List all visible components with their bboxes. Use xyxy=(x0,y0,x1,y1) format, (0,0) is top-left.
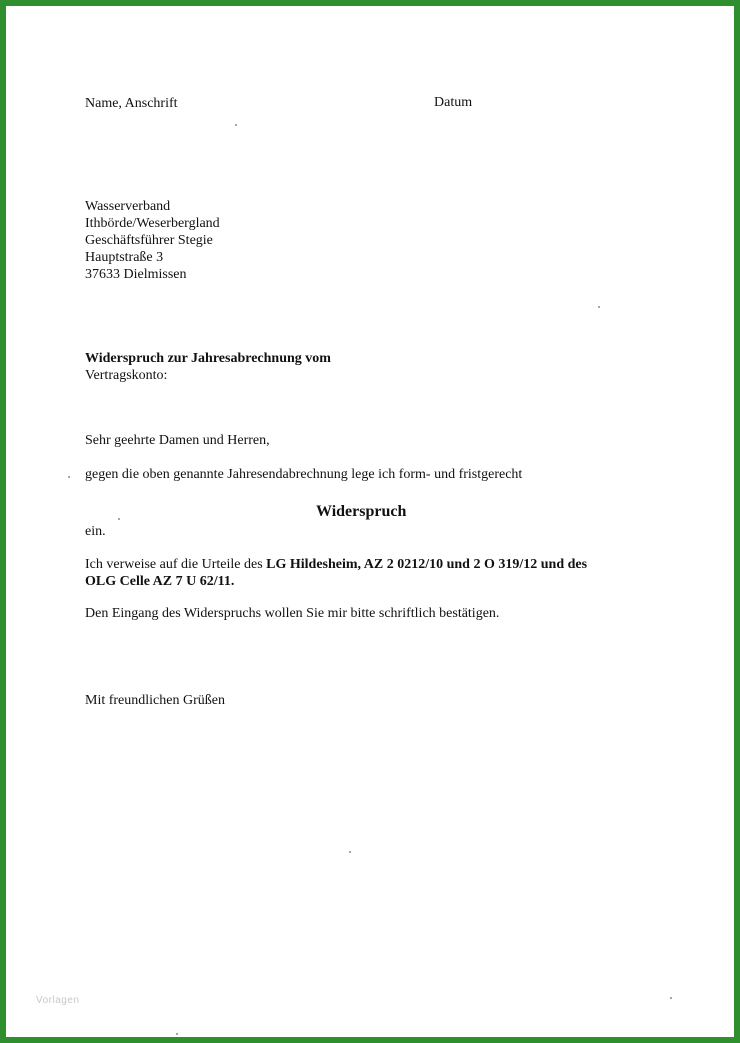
recipient-line: 37633 Dielmissen xyxy=(85,267,187,282)
closing-text: Mit freundlichen Grüßen xyxy=(85,693,225,708)
watermark: Vorlagen xyxy=(36,995,80,1006)
scan-speck xyxy=(598,306,600,308)
reference-prefix: Ich verweise auf die Urteile des xyxy=(85,557,267,572)
confirmation-text: Den Eingang des Widerspruchs wollen Sie mir bitte schriftlich bestätigen. xyxy=(85,606,500,621)
scan-speck xyxy=(349,851,351,853)
recipient-line: Wasserverband xyxy=(85,199,171,214)
recipient-address xyxy=(85,198,220,283)
reference-court-1: LG Hildesheim, AZ 2 0212/10 und 2 O 319/12 und des xyxy=(266,557,588,572)
reference-line-1 xyxy=(85,556,587,573)
scan-speck xyxy=(670,997,672,999)
salutation: Sehr geehrte Damen und Herren, xyxy=(85,433,270,448)
intro-text: gegen die oben genannte Jahresendabrechnung lege ich form- und fristgerecht xyxy=(85,467,523,482)
recipient-line: Hauptstraße 3 xyxy=(85,250,164,265)
recipient-line: Ithbörde/Weserbergland xyxy=(85,216,220,231)
scan-speck xyxy=(68,476,70,478)
recipient-line: Geschäftsführer Stegie xyxy=(85,233,213,248)
scan-speck xyxy=(176,1033,178,1035)
widerspruch-heading: Widerspruch xyxy=(316,503,407,520)
account-label: Vertragskonto: xyxy=(85,368,168,383)
date-label: Datum xyxy=(434,95,473,110)
scan-speck xyxy=(235,124,237,126)
reference-court-2: OLG Celle AZ 7 U 62/11. xyxy=(85,574,235,589)
subject-title: Widerspruch zur Jahresabrechnung vom xyxy=(85,351,331,366)
scan-speck xyxy=(118,518,120,520)
ein-text: ein. xyxy=(85,524,106,539)
sender-label: Name, Anschrift xyxy=(85,96,178,111)
